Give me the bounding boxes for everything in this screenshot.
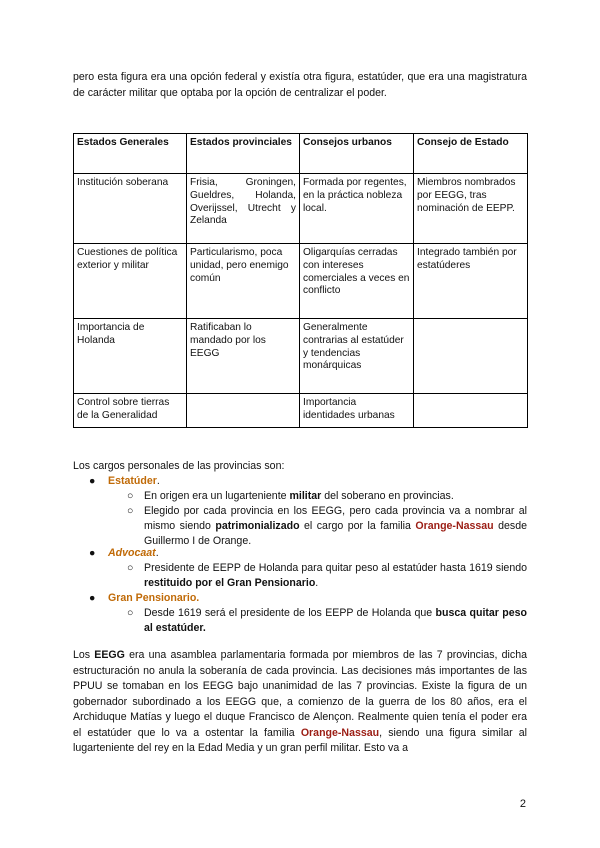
sub-item: ○ Elegido por cada provincia en los EEGG, pero cada provincia va a nombrar al mismo siendo patrimonializado el cargo por la familia Orange-Nassau desde Guillermo I de Orange. xyxy=(127,505,527,547)
table-cell xyxy=(187,394,300,428)
table-cell: Ratificaban lo mandado por los EEGG xyxy=(187,319,300,394)
table-cell: Generalmente contrarias al estatúder y tendencias monárquicas xyxy=(300,319,414,394)
table-cell: Control sobre tierras de la Generalidad xyxy=(74,394,187,428)
table-cell: Miembros nombrados por EEGG, tras nominación de EEPP. xyxy=(414,174,528,244)
list-item-estatuder: ● Estatúder. xyxy=(89,475,160,487)
list-intro: Los cargos personales de las provincias son: xyxy=(73,460,285,472)
sub-item: ○ Desde 1619 será el presidente de los EEPP de Holanda que busca quitar peso al estatúder. xyxy=(127,607,527,634)
circle-bullet-icon: ○ xyxy=(127,562,134,574)
body-paragraph: Los EEGG era una asamblea parlamentaria formada por miembros de las 7 provincias, dicha estructuración no anula la soberanía de cada provincia. Las decisiones más importantes de las PPUU se tomaban en los EEGG bajo unanimidad de las 7 provincias. Existe la figura de un gobernador subordinado a los EEGG que, a comienzo de la guerra de los 80 años, era el Archiduque Matías y luego el duque Francisco de Alençon. Realmente quien tenía el poder era el estatúder que lo va a ostentar la familia Orange-Nassau, siendo una figura similar al lugarteniente del rey en la Edad Media y un gran perfil militar. Esto va a xyxy=(73,649,528,754)
circle-bullet-icon: ○ xyxy=(127,505,134,517)
list-item-gran-pensionario xyxy=(89,591,199,606)
list-item-advocaat: ● Advocaat. xyxy=(89,547,159,559)
table-cell: Importancia de Holanda xyxy=(74,319,187,394)
item-title: Estatúder xyxy=(108,475,157,487)
table-header-cell: Estados Generales xyxy=(74,134,187,174)
table-cell: Integrado también por estatúderes xyxy=(414,244,528,319)
sub-item: ○ Presidente de EEPP de Holanda para quitar peso al estatúder hasta 1619 siendo restituido por el Gran Pensionario. xyxy=(127,562,527,589)
table-header-cell: Consejo de Estado xyxy=(414,134,528,174)
bullet-icon: ● xyxy=(89,592,96,604)
table-cell: Frisia, Groningen, Gueldres, Holanda, Overijssel, Utrecht y Zelanda xyxy=(187,174,300,244)
table-header-cell: Consejos urbanos xyxy=(300,134,414,174)
table-header-row xyxy=(74,134,528,174)
provinces-table xyxy=(73,133,528,428)
table-cell xyxy=(414,319,528,394)
page-number: 2 xyxy=(519,798,526,810)
table-cell xyxy=(414,394,528,428)
sub-item: ○ En origen era un lugarteniente militar del soberano en provincias. xyxy=(127,490,454,502)
bullet-icon: ● xyxy=(89,475,96,487)
table-row xyxy=(74,394,528,428)
table-row xyxy=(74,319,528,394)
table-cell: Oligarquías cerradas con intereses comerciales a veces en conflicto xyxy=(300,244,414,319)
table-row xyxy=(74,244,528,319)
intro-paragraph: pero esta figura era una opción federal y existía otra figura, estatúder, que era una magistratura de carácter militar que optaba por la opción de centralizar el poder. xyxy=(73,71,527,99)
table-cell: Institución soberana xyxy=(74,174,187,244)
item-title: Gran Pensionario. xyxy=(108,592,200,604)
circle-bullet-icon: ○ xyxy=(127,490,134,502)
table-cell: Particularismo, poca unidad, pero enemigo común xyxy=(187,244,300,319)
item-title: Advocaat xyxy=(108,547,156,559)
table-cell: Cuestiones de política exterior y militar xyxy=(74,244,187,319)
circle-bullet-icon: ○ xyxy=(127,607,134,619)
bullet-icon: ● xyxy=(89,547,96,559)
table-cell: Formada por regentes, en la práctica nobleza local. xyxy=(300,174,414,244)
table-header-cell: Estados provinciales xyxy=(187,134,300,174)
table-cell: Importancia identidades urbanas xyxy=(300,394,414,428)
table-row xyxy=(74,174,528,244)
